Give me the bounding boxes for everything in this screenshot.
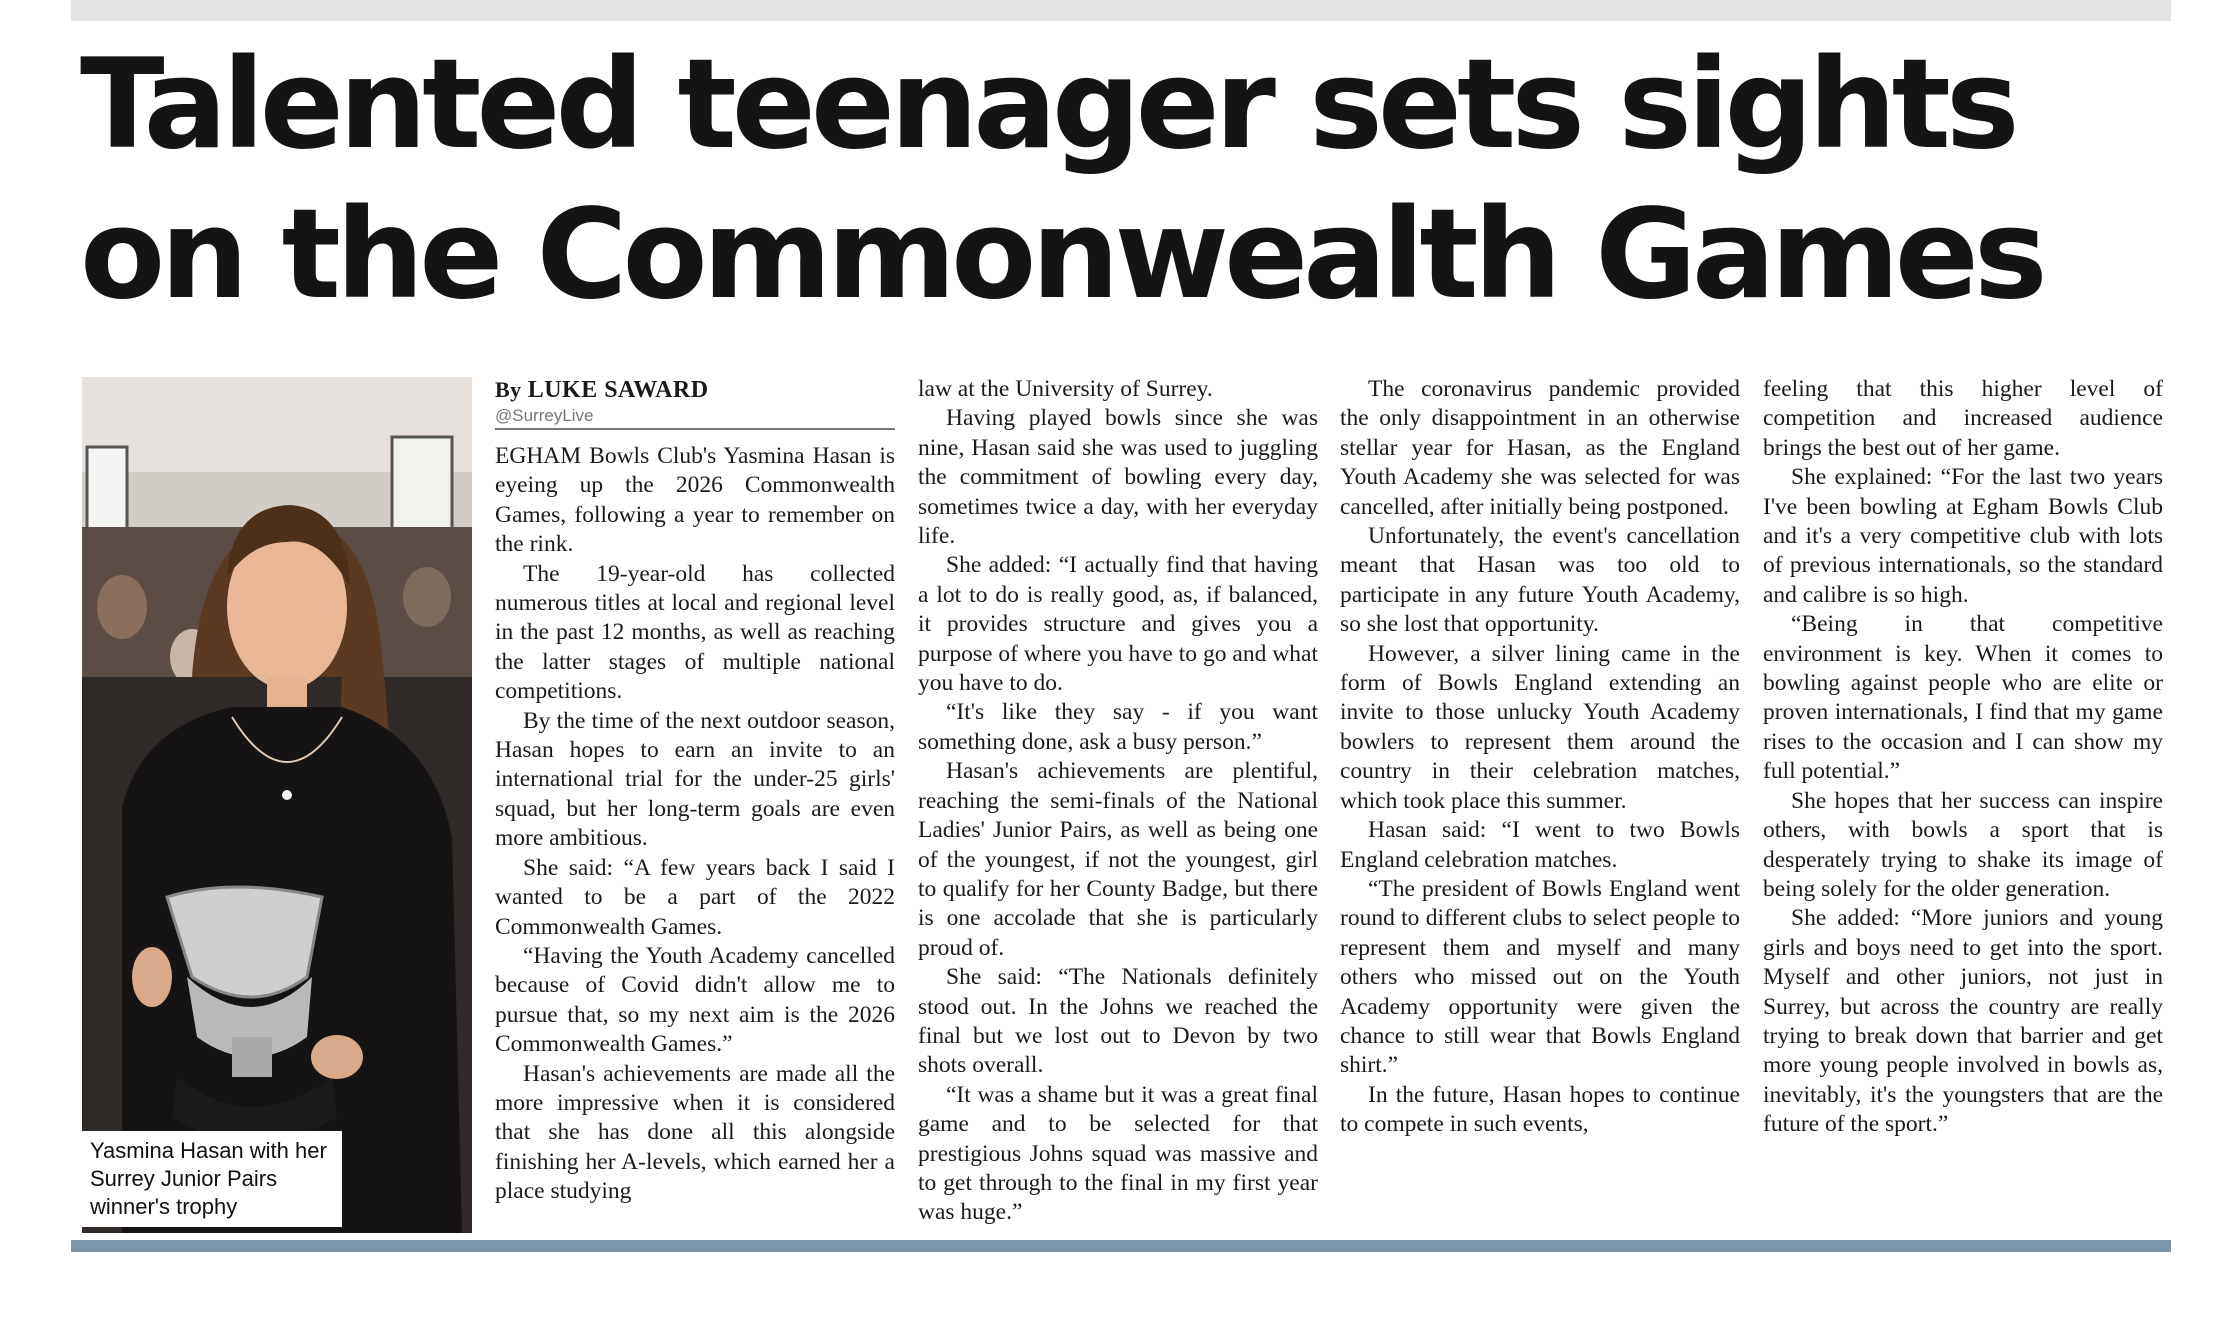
paragraph: “It was a shame but it was a great final game and to be selected for that prestigious Johns squad was massive and to get through to the final in my first year was huge.” xyxy=(918,1081,1318,1225)
byline-author: LUKE SAWARD xyxy=(527,377,709,403)
paragraph: She added: “More juniors and young girls and boys need to get into the sport. Myself and other juniors, not just in Surrey, but across the country are really trying to break down that barrier and get more young people involved in bowls as, inevitably, it's the youngsters that are the future of the sport.” xyxy=(1763,905,2163,1138)
paragraph: The 19-year-old has collected numerous titles at local and regional level in the past 12 months, as well as reaching the latter stages of multiple national competitions. xyxy=(495,560,895,705)
paragraph: “Being in that competitive environment is key. When it comes to bowling against people who are elite or proven internationals, I find that my game rises to the occasion and I can show my full potential.” xyxy=(1763,611,2163,785)
photo-caption: Yasmina Hasan with her Surrey Junior Pairs winner's trophy xyxy=(82,1131,342,1227)
paragraph: She explained: “For the last two years I've been bowling at Egham Bowls Club and it's a very competitive club with lots of previous internationals, so the standard and calibre is so high. xyxy=(1763,464,2163,608)
paragraph: Unfortunately, the event's cancellation meant that Hasan was too old to participate in any future Youth Academy, so she lost that opportunity. xyxy=(1340,523,1740,638)
headline-line-2: on the Commonwealth Games xyxy=(80,183,2043,327)
paragraph: “The president of Bowls England went round to different clubs to select people to represent them and myself and many others who missed out on the Youth Academy opportunity were given the chance to still wear that Bowls England shirt.” xyxy=(1340,875,1740,1079)
article-column-1 xyxy=(495,375,895,1225)
paragraph: law at the University of Surrey. xyxy=(918,376,1213,402)
paragraph: Hasan's achievements are plentiful, reaching the semi-finals of the National Ladies' Junior Pairs, as well as being one of the youngest, if not the youngest, girl to qualify for her County Badge, but there is one accolade that she is particularly proud of. xyxy=(918,758,1318,961)
photo-illustration xyxy=(82,377,472,1233)
byline xyxy=(495,375,895,405)
paragraph: However, a silver lining came in the form of Bowls England extending an invite to those unlucky Youth Academy bowlers to represent them around the country in their celebration matches, which took place this summer. xyxy=(1340,640,1740,814)
paragraph: She said: “A few years back I said I wanted to be a part of the 2022 Commonwealth Games. xyxy=(495,854,895,940)
paragraph: Having played bowls since she was nine, Hasan said she was used to juggling the commitment of bowling every day, sometimes twice a day, with her everyday life. xyxy=(918,405,1318,550)
byline-block xyxy=(495,375,895,430)
article-photo xyxy=(82,377,472,1233)
paragraph: In the future, Hasan hopes to continue to compete in such events, xyxy=(1340,1081,1740,1138)
paragraph: Hasan's achievements are made all the more impressive when it is considered that she has done all this alongside finishing her A-levels, which earned her a place studying xyxy=(495,1060,895,1205)
bottom-rule xyxy=(71,1240,2171,1252)
byline-handle: @SurreyLive xyxy=(495,406,594,425)
headline xyxy=(80,30,2180,330)
article-column-3 xyxy=(1340,375,1740,1225)
article-column-4 xyxy=(1763,375,2163,1225)
paragraph: EGHAM Bowls Club's Yasmina Hasan is eyeing up the 2026 Commonwealth Games, following a year to remember on the rink. xyxy=(495,443,895,558)
paragraph: The coronavirus pandemic provided the only disappointment in an otherwise stellar year for Hasan, as the England Youth Academy she was selected for was cancelled, after initially being postponed. xyxy=(1340,376,1740,520)
paragraph: “It's like they say - if you want something done, ask a busy person.” xyxy=(918,699,1318,755)
paragraph: Hasan said: “I went to two Bowls England celebration matches. xyxy=(1340,817,1740,873)
paragraph: She said: “The Nationals definitely stood out. In the Johns we reached the final but we lost out to Devon by two shots overall. xyxy=(918,964,1318,1079)
byline-prefix: By xyxy=(495,377,528,402)
paragraph: She added: “I actually find that having a lot to do is really good, as, if balanced, it provides structure and gives you a purpose of where you have to go and what you have to do. xyxy=(918,552,1318,697)
top-rule xyxy=(71,0,2171,21)
article-column-2 xyxy=(918,375,1318,1225)
paragraph: feeling that this higher level of competition and increased audience brings the best out of her game. xyxy=(1763,376,2163,461)
paragraph: “Having the Youth Academy cancelled because of Covid didn't allow me to pursue that, so my next aim is the 2026 Commonwealth Games.” xyxy=(495,942,895,1058)
paragraph: She hopes that her success can inspire others, with bowls a sport that is desperately trying to shake its image of being solely for the older generation. xyxy=(1763,787,2163,902)
paragraph: By the time of the next outdoor season, Hasan hopes to earn an invite to an international trial for the under-25 girls' squad, but her long-term goals are even more ambitious. xyxy=(495,707,895,852)
headline-line-1: Talented teenager sets sights xyxy=(80,33,2015,177)
